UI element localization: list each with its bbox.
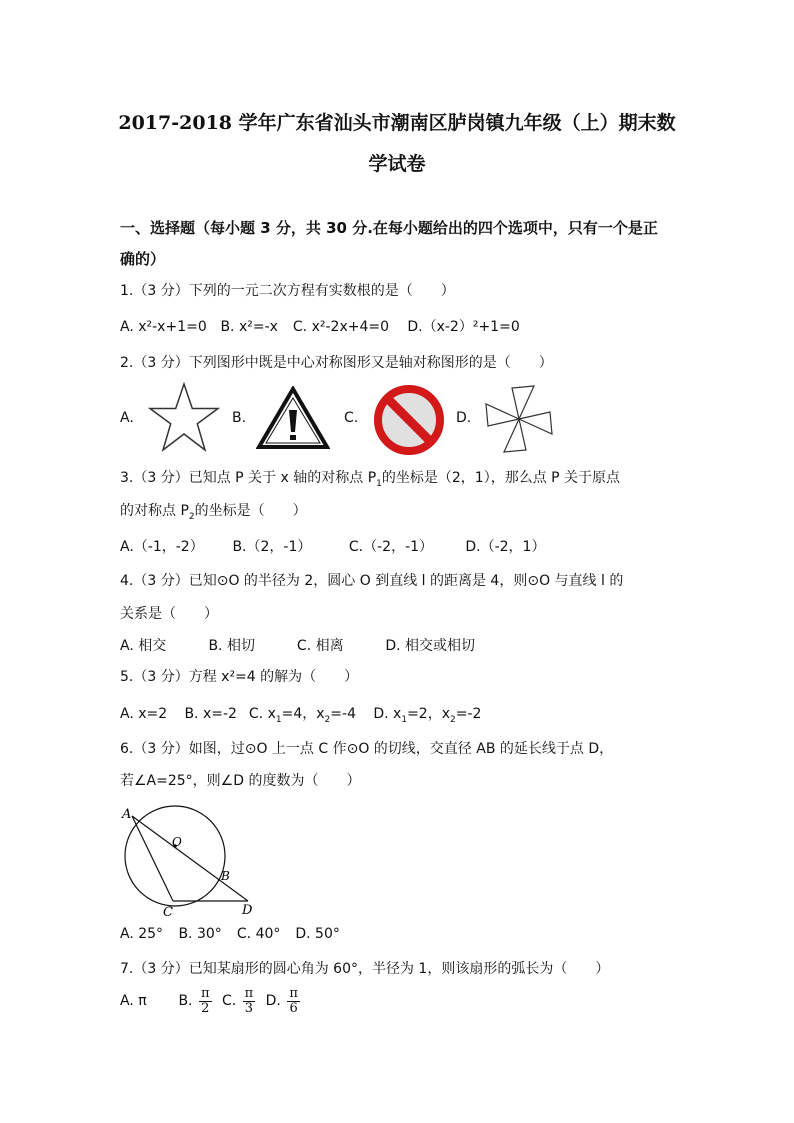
question-1-options	[120, 316, 520, 336]
question-3-option-b: B.（2，-1）	[232, 539, 312, 555]
circle-o	[125, 806, 225, 906]
chord-a-c	[132, 816, 173, 901]
question-2-stem: 2.（3 分）下列图形中既是中心对称图形又是轴对称图形的是（ ）	[120, 355, 553, 371]
circle-tangent-diagram	[118, 802, 268, 920]
prohibition-sign-figure	[374, 385, 444, 455]
question-6-option-d: D. 50°	[295, 926, 340, 942]
question-1-option-d: D.（x-2）²+1=0	[407, 319, 520, 335]
question-7-option-a: A. π	[120, 993, 147, 1009]
question-3-option-c: C.（-2，-1）	[348, 539, 434, 555]
question-6-option-c: C. 40°	[236, 926, 281, 942]
star-figure	[148, 382, 220, 454]
question-2-option-c-label: C.	[344, 410, 359, 426]
question-5-c-sub2: 2	[324, 714, 331, 725]
question-3-options	[120, 536, 545, 556]
question-7-option-d-fraction	[287, 987, 300, 1016]
question-5-option-d	[373, 703, 481, 725]
section-heading-line1: 一、选择题（每小题 3 分，共 30 分.在每小题给出的四个选项中，只有一个是正	[120, 219, 658, 237]
page-title-line1: 2017-2018 学年广东省汕头市潮南区胪岗镇九年级（上）期末数	[118, 112, 676, 134]
fraction-d-numerator: π	[289, 985, 298, 1001]
fraction-c-numerator: π	[244, 985, 254, 1001]
question-5-c-mid: =4，x	[281, 706, 325, 722]
fraction-b-numerator: π	[200, 985, 210, 1001]
question-5-option-c	[249, 703, 369, 725]
question-3-option-d: D.（-2，1）	[465, 539, 546, 555]
label-a: A	[122, 807, 132, 822]
line-a-d	[132, 816, 248, 901]
pinwheel-figure	[482, 382, 556, 456]
question-5-c-post: =-4	[330, 706, 356, 722]
question-6-options	[120, 926, 340, 942]
question-6-option-b: B. 30°	[178, 926, 222, 942]
question-7-option-c-fraction	[243, 987, 256, 1016]
question-7-option-b-label: B.	[178, 993, 193, 1009]
question-5-stem: 5.（3 分）方程 x²=4 的解为（ ）	[120, 669, 359, 685]
label-c: C	[163, 905, 173, 920]
question-4-option-b: B. 相切	[208, 638, 255, 654]
question-2-option-a-label: A.	[120, 410, 134, 426]
question-1-stem: 1.（3 分）下列的一元二次方程有实数根的是（ ）	[120, 283, 455, 299]
question-6-option-a: A. 25°	[120, 926, 164, 942]
question-7-options	[120, 984, 302, 1018]
question-7-option-c-label: C.	[221, 993, 237, 1009]
question-3-subscript-1: 1	[376, 478, 382, 489]
section-heading-line2: 确的）	[120, 250, 166, 268]
label-d: D	[242, 903, 253, 918]
warning-triangle-figure	[256, 386, 330, 450]
fraction-c-denominator: 3	[244, 1000, 254, 1016]
question-7-stem: 7.（3 分）已知某扇形的圆心角为 60°，半径为 1，则该扇形的弧长为（ ）	[120, 961, 610, 977]
question-4-option-d: D. 相交或相切	[385, 638, 476, 654]
question-7-option-d-label: D.	[265, 993, 281, 1009]
question-4-stem-line2: 关系是（ ）	[120, 606, 218, 622]
question-4-option-a: A. 相交	[120, 638, 167, 654]
question-3-stem	[120, 467, 620, 489]
question-5-options	[120, 703, 481, 725]
question-5-d-pre: D. x	[373, 706, 402, 722]
question-5-d-sub2: 2	[450, 714, 456, 725]
question-3-line2-post: 的坐标是（ ）	[194, 503, 307, 519]
question-6-stem: 6.（3 分）如图，过⊙O 上一点 C 作⊙O 的切线，交直径 AB 的延长线于点 D，	[120, 741, 614, 757]
question-5-c-pre: C. x	[248, 706, 276, 722]
fraction-b-denominator: 2	[201, 1000, 210, 1016]
question-5-option-a: A. x=2	[120, 706, 168, 722]
question-4-option-c: C. 相离	[296, 638, 344, 654]
question-2-option-d-label: D.	[456, 410, 472, 426]
question-3-line2-pre: 的对称点 P	[120, 503, 189, 519]
fraction-d-denominator: 6	[289, 1000, 298, 1016]
question-3-stem-line2	[120, 500, 307, 522]
question-3-subscript-2: 2	[188, 511, 195, 522]
question-5-c-sub1: 1	[275, 714, 282, 725]
question-4-options	[120, 635, 475, 655]
label-o: O	[172, 835, 182, 849]
page-title-line2: 学试卷	[368, 153, 426, 175]
question-5-option-b: B. x=-2	[184, 706, 237, 722]
question-3-stem-post: 的坐标是（2，1），那么点 P 关于原点	[381, 470, 621, 486]
question-1-option-c: C. x²-2x+4=0	[292, 319, 389, 335]
question-4-stem: 4.（3 分）已知⊙O 的半径为 2，圆心 O 到直线 l 的距离是 4，则⊙O 与直线 l 的	[120, 573, 624, 589]
question-5-d-mid: =2，x	[407, 706, 450, 722]
question-1-option-a: A. x²-x+1=0	[120, 319, 207, 335]
question-7-option-b-fraction	[199, 987, 212, 1016]
question-5-d-sub1: 1	[401, 714, 408, 725]
question-1-option-b: B. x²=-x	[220, 319, 278, 335]
question-2-option-b-label: B.	[232, 410, 247, 426]
question-3-option-a: A.（-1，-2）	[120, 539, 204, 555]
label-b: B	[221, 869, 230, 883]
question-5-d-post: =-2	[455, 706, 482, 722]
question-6-stem-line2: 若∠A=25°，则∠D 的度数为（ ）	[120, 773, 361, 789]
question-3-stem-pre: 3.（3 分）已知点 P 关于 x 轴的对称点 P	[120, 470, 377, 486]
